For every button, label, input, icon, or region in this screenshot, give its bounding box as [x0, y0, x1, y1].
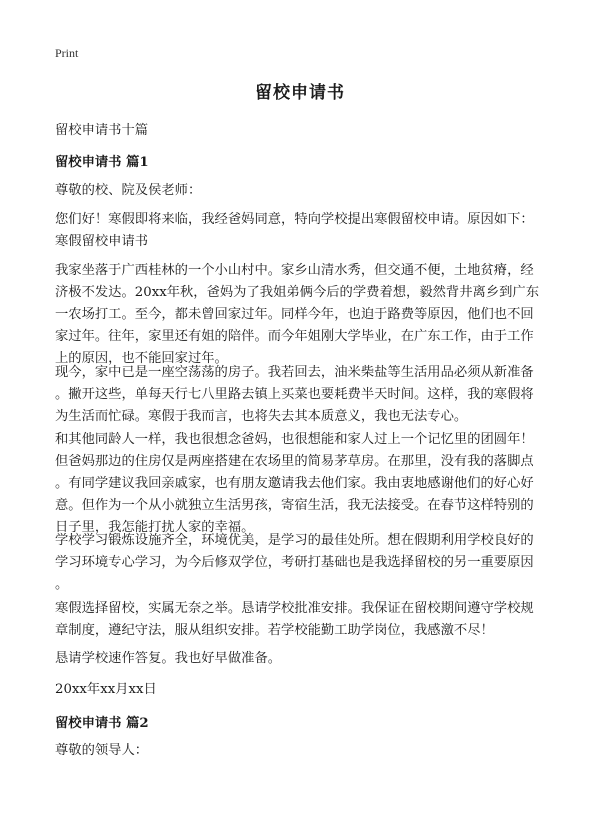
paragraph-line: 。有同学建议我回亲戚家，也有朋友邀请我去他们家。我由衷地感谢他们的好心好: [55, 476, 534, 491]
paragraph-line: 您们好！寒假即将来临，我经爸妈同意，特向学校提出寒假留校申请。原因如下：: [55, 212, 534, 227]
paragraph-line: 济极不发达。20xx年秋，爸妈为了我姐弟俩今后的学费着想，毅然背井离乡到广东: [55, 285, 540, 300]
paragraph-line: 。: [55, 577, 69, 592]
article-1-salutation: 尊敬的校、院及侯老师：: [55, 183, 202, 198]
paragraph-line: 上的原因，也不能回家过年。: [55, 351, 228, 366]
page-title: 留校申请书: [255, 83, 345, 103]
document-subtitle: 留校申请书十篇: [55, 123, 149, 138]
print-label: Print: [55, 46, 79, 60]
article-1-paragraph-5: [55, 530, 555, 596]
paragraph-line: 学习环境专心学习，为今后修双学位，考研打基础也是我选择留校的另一重要原因: [55, 555, 534, 570]
paragraph-line: 为生活而忙碌。寒假于我而言，也将失去其本质意义，我也无法专心。: [55, 409, 468, 424]
article-1-paragraph-7: [55, 648, 555, 670]
paragraph-line: 日子里，我怎能打扰人家的幸福。: [55, 520, 255, 535]
paragraph-line: 寒假选择留校，实属无奈之举。恳请学校批准安排。我保证在留校期间遵守学校规: [55, 601, 534, 616]
article-2-heading: 留校申请书 篇2: [55, 716, 149, 731]
article-1-paragraph-4: [55, 429, 555, 539]
article-1-paragraph-3: [55, 362, 555, 428]
article-2-salutation: 尊敬的领导人：: [55, 743, 149, 758]
paragraph-line: 。撇开这些，单每天行七八里路去镇上买菜也要耗费半天时间。这样，我的寒假将: [55, 387, 534, 402]
paragraph-line: 意。但作为一个从小就独立生活男孩，寄宿生活，我无法接受。在春节这样特别的: [55, 498, 534, 513]
article-1-heading: 留校申请书 篇1: [55, 155, 149, 170]
paragraph-line: 寒假留校申请书: [55, 234, 149, 249]
paragraph-line: 我家坐落于广西桂林的一个小山村中。家乡山清水秀，但交通不便，土地贫瘠，经: [55, 263, 534, 278]
paragraph-line: 但爸妈那边的住房仅是两座搭建在农场里的简易茅草房。在那里，没有我的落脚点: [55, 454, 534, 469]
paragraph-line: 恳请学校速作答复。我也好早做准备。: [55, 651, 282, 666]
article-1-date: 20xx年xx月xx日: [55, 682, 157, 697]
article-1-paragraph-2: [55, 260, 555, 370]
paragraph-line: 一农场打工。至今，都未曾回家过年。同样今年，也迫于路费等原因，他们也不回: [55, 307, 534, 322]
article-1-paragraph-6: [55, 598, 555, 642]
paragraph-line: 和其他同龄人一样，我也很想念爸妈，也很想能和家人过上一个记忆里的团圆年！: [55, 432, 534, 447]
paragraph-line: 章制度，遵纪守法，服从组织安排。若学校能勤工助学岗位，我感激不尽！: [55, 623, 494, 638]
article-1-paragraph-1: [55, 209, 555, 253]
paragraph-line: 家过年。往年，家里还有姐的陪伴。而今年姐刚大学毕业，在广东工作，由于工作: [55, 329, 534, 344]
paragraph-line: 学校学习锻炼设施齐全，环境优美，是学习的最佳处所。想在假期利用学校良好的: [55, 533, 534, 548]
paragraph-line: 现今，家中已是一座空荡荡的房子。我若回去，油米柴盐等生活用品必须从新准备: [55, 365, 534, 380]
